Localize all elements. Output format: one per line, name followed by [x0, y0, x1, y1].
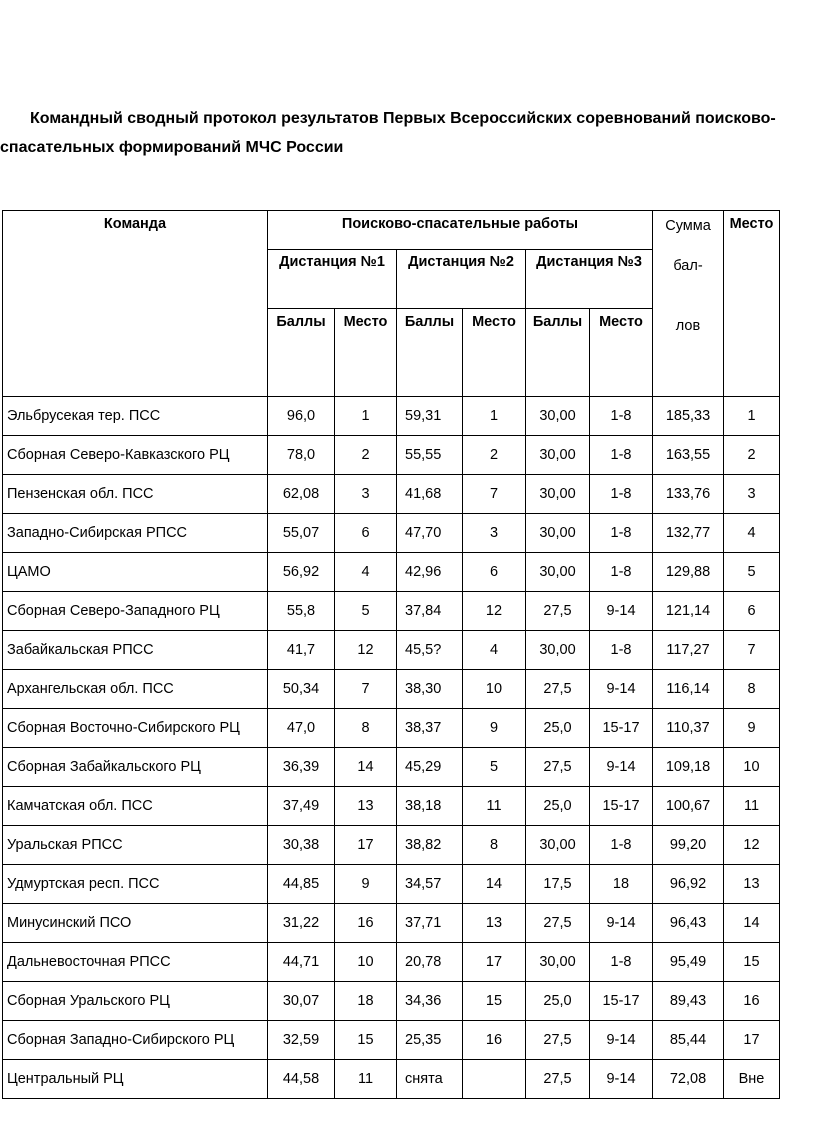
- cell-team: Забайкальская РПСС: [3, 631, 268, 670]
- cell-d3-rank: 9-14: [590, 748, 653, 787]
- header-d1-rank: Место: [335, 309, 397, 397]
- cell-d1-points: 56,92: [268, 553, 335, 592]
- cell-d1-rank: 13: [335, 787, 397, 826]
- cell-d3-rank: 15-17: [590, 709, 653, 748]
- cell-d2-rank: 12: [463, 592, 526, 631]
- cell-d1-points: 50,34: [268, 670, 335, 709]
- cell-place: 10: [724, 748, 780, 787]
- header-sum-2: бал-: [673, 258, 703, 274]
- cell-d1-points: 96,0: [268, 397, 335, 436]
- cell-d2-rank: 8: [463, 826, 526, 865]
- cell-team: Сборная Северо-Западного РЦ: [3, 592, 268, 631]
- header-works: Поисково-спасательные работы: [268, 211, 653, 250]
- cell-d3-rank: 18: [590, 865, 653, 904]
- cell-team: Минусинский ПСО: [3, 904, 268, 943]
- table-row: [3, 943, 780, 982]
- cell-d1-rank: 10: [335, 943, 397, 982]
- cell-sum: 185,33: [653, 397, 724, 436]
- cell-d2-points: 55,55: [397, 436, 463, 475]
- header-team: Команда: [3, 211, 268, 397]
- cell-sum: 100,67: [653, 787, 724, 826]
- header-d2-points: Баллы: [397, 309, 463, 397]
- cell-d1-rank: 9: [335, 865, 397, 904]
- cell-d1-rank: 4: [335, 553, 397, 592]
- cell-d2-points: 42,96: [397, 553, 463, 592]
- cell-d2-rank: 14: [463, 865, 526, 904]
- cell-place: 9: [724, 709, 780, 748]
- page-title: [0, 104, 816, 162]
- cell-d3-points: 27,5: [526, 592, 590, 631]
- cell-d2-rank: 6: [463, 553, 526, 592]
- header-d3-rank: Место: [590, 309, 653, 397]
- cell-d2-points: 38,82: [397, 826, 463, 865]
- cell-d3-points: 30,00: [526, 475, 590, 514]
- cell-sum: 96,92: [653, 865, 724, 904]
- header-sum-1: Сумма: [665, 218, 711, 234]
- cell-place: 5: [724, 553, 780, 592]
- cell-d1-rank: 11: [335, 1060, 397, 1099]
- cell-sum: 116,14: [653, 670, 724, 709]
- cell-d3-points: 25,0: [526, 982, 590, 1021]
- cell-team: Уральская РПСС: [3, 826, 268, 865]
- cell-team: Эльбрусекая тер. ПСС: [3, 397, 268, 436]
- cell-d3-points: 27,5: [526, 1060, 590, 1099]
- cell-sum: 129,88: [653, 553, 724, 592]
- cell-d3-rank: 1-8: [590, 397, 653, 436]
- cell-d3-rank: 9-14: [590, 1060, 653, 1099]
- cell-sum: 99,20: [653, 826, 724, 865]
- cell-d1-rank: 7: [335, 670, 397, 709]
- table-row: [3, 553, 780, 592]
- cell-d1-points: 55,07: [268, 514, 335, 553]
- cell-d3-rank: 1-8: [590, 553, 653, 592]
- cell-place: 4: [724, 514, 780, 553]
- table-row: [3, 1021, 780, 1060]
- cell-d3-points: 30,00: [526, 631, 590, 670]
- cell-d2-points: 41,68: [397, 475, 463, 514]
- title-line-2: спасательных формирований МЧС России: [0, 139, 344, 156]
- cell-d3-rank: 9-14: [590, 670, 653, 709]
- cell-d2-rank: 17: [463, 943, 526, 982]
- cell-d2-points: 45,29: [397, 748, 463, 787]
- cell-d3-points: 25,0: [526, 787, 590, 826]
- cell-d2-rank: [463, 1060, 526, 1099]
- cell-team: Дальневосточная РПСС: [3, 943, 268, 982]
- cell-d1-points: 30,07: [268, 982, 335, 1021]
- cell-d1-rank: 8: [335, 709, 397, 748]
- cell-d1-points: 44,85: [268, 865, 335, 904]
- header-dist3: Дистанция №3: [526, 250, 653, 309]
- cell-d1-points: 62,08: [268, 475, 335, 514]
- cell-d3-points: 25,0: [526, 709, 590, 748]
- cell-sum: 72,08: [653, 1060, 724, 1099]
- cell-sum: 163,55: [653, 436, 724, 475]
- cell-d1-points: 31,22: [268, 904, 335, 943]
- cell-d3-rank: 1-8: [590, 826, 653, 865]
- cell-d1-rank: 16: [335, 904, 397, 943]
- cell-d1-points: 55,8: [268, 592, 335, 631]
- header-d2-rank: Место: [463, 309, 526, 397]
- cell-d3-points: 30,00: [526, 397, 590, 436]
- cell-d1-points: 44,58: [268, 1060, 335, 1099]
- cell-d3-rank: 9-14: [590, 1021, 653, 1060]
- cell-d3-points: 27,5: [526, 670, 590, 709]
- header-sum-3: лов: [675, 318, 701, 334]
- cell-d1-rank: 6: [335, 514, 397, 553]
- cell-d1-rank: 15: [335, 1021, 397, 1060]
- cell-d3-rank: 9-14: [590, 592, 653, 631]
- cell-d3-rank: 9-14: [590, 904, 653, 943]
- cell-d1-points: 78,0: [268, 436, 335, 475]
- cell-d2-rank: 4: [463, 631, 526, 670]
- header-d3-points: Баллы: [526, 309, 590, 397]
- cell-d2-points: 47,70: [397, 514, 463, 553]
- cell-sum: 132,77: [653, 514, 724, 553]
- cell-d2-points: 59,31: [397, 397, 463, 436]
- cell-sum: 109,18: [653, 748, 724, 787]
- cell-d2-rank: 1: [463, 397, 526, 436]
- cell-d3-points: 30,00: [526, 514, 590, 553]
- cell-sum: 117,27: [653, 631, 724, 670]
- cell-d3-points: 30,00: [526, 943, 590, 982]
- cell-d2-points: 34,57: [397, 865, 463, 904]
- title-line-1: Командный сводный протокол результатов Первых Всероссийских соревнований поисково-: [30, 110, 776, 127]
- cell-d1-points: 30,38: [268, 826, 335, 865]
- cell-d2-rank: 2: [463, 436, 526, 475]
- table-row: [3, 436, 780, 475]
- table-row: [3, 397, 780, 436]
- cell-d2-rank: 13: [463, 904, 526, 943]
- table-row: [3, 748, 780, 787]
- cell-place: 1: [724, 397, 780, 436]
- cell-team: Сборная Восточно-Сибирского РЦ: [3, 709, 268, 748]
- cell-place: 3: [724, 475, 780, 514]
- cell-d1-points: 47,0: [268, 709, 335, 748]
- cell-d3-points: 30,00: [526, 826, 590, 865]
- cell-team: Западно-Сибирская РПСС: [3, 514, 268, 553]
- cell-team: Удмуртская респ. ПСС: [3, 865, 268, 904]
- cell-d2-rank: 9: [463, 709, 526, 748]
- table-row: [3, 787, 780, 826]
- table-row: [3, 865, 780, 904]
- cell-team: Центральный РЦ: [3, 1060, 268, 1099]
- table-row: [3, 709, 780, 748]
- table-row: [3, 982, 780, 1021]
- cell-d2-points: снята: [397, 1060, 463, 1099]
- header-sum: [653, 211, 724, 397]
- table-row: [3, 1060, 780, 1099]
- cell-sum: 110,37: [653, 709, 724, 748]
- cell-d1-points: 32,59: [268, 1021, 335, 1060]
- cell-d3-points: 27,5: [526, 748, 590, 787]
- cell-sum: 133,76: [653, 475, 724, 514]
- cell-d2-points: 45,5?: [397, 631, 463, 670]
- table-row: [3, 826, 780, 865]
- cell-place: 13: [724, 865, 780, 904]
- cell-place: Вне: [724, 1060, 780, 1099]
- cell-d1-points: 36,39: [268, 748, 335, 787]
- cell-d3-points: 27,5: [526, 1021, 590, 1060]
- cell-d1-rank: 18: [335, 982, 397, 1021]
- cell-d2-rank: 3: [463, 514, 526, 553]
- cell-d1-rank: 2: [335, 436, 397, 475]
- cell-d1-rank: 1: [335, 397, 397, 436]
- cell-team: Пензенская обл. ПСС: [3, 475, 268, 514]
- cell-place: 2: [724, 436, 780, 475]
- cell-place: 17: [724, 1021, 780, 1060]
- cell-sum: 121,14: [653, 592, 724, 631]
- cell-sum: 89,43: [653, 982, 724, 1021]
- header-dist1: Дистанция №1: [268, 250, 397, 309]
- cell-d2-rank: 11: [463, 787, 526, 826]
- cell-team: ЦАМО: [3, 553, 268, 592]
- cell-d3-rank: 15-17: [590, 787, 653, 826]
- cell-d3-rank: 15-17: [590, 982, 653, 1021]
- cell-place: 11: [724, 787, 780, 826]
- cell-place: 14: [724, 904, 780, 943]
- cell-d2-points: 20,78: [397, 943, 463, 982]
- cell-d3-rank: 1-8: [590, 631, 653, 670]
- cell-d3-rank: 1-8: [590, 475, 653, 514]
- cell-d3-points: 30,00: [526, 436, 590, 475]
- cell-d1-points: 44,71: [268, 943, 335, 982]
- cell-team: Архангельская обл. ПСС: [3, 670, 268, 709]
- cell-team: Камчатская обл. ПСС: [3, 787, 268, 826]
- cell-team: Сборная Забайкальского РЦ: [3, 748, 268, 787]
- cell-d2-points: 37,84: [397, 592, 463, 631]
- cell-d2-points: 34,36: [397, 982, 463, 1021]
- cell-d2-rank: 5: [463, 748, 526, 787]
- cell-team: Сборная Северо-Кавказского РЦ: [3, 436, 268, 475]
- cell-d2-points: 25,35: [397, 1021, 463, 1060]
- cell-d1-rank: 17: [335, 826, 397, 865]
- cell-team: Сборная Западно-Сибирского РЦ: [3, 1021, 268, 1060]
- cell-place: 6: [724, 592, 780, 631]
- table-row: [3, 592, 780, 631]
- cell-place: 15: [724, 943, 780, 982]
- cell-d3-points: 30,00: [526, 553, 590, 592]
- cell-d2-points: 38,30: [397, 670, 463, 709]
- cell-d3-rank: 1-8: [590, 943, 653, 982]
- cell-d1-rank: 14: [335, 748, 397, 787]
- header-dist2: Дистанция №2: [397, 250, 526, 309]
- cell-place: 7: [724, 631, 780, 670]
- cell-sum: 96,43: [653, 904, 724, 943]
- cell-sum: 85,44: [653, 1021, 724, 1060]
- cell-d1-points: 37,49: [268, 787, 335, 826]
- cell-d2-points: 38,18: [397, 787, 463, 826]
- cell-d2-rank: 10: [463, 670, 526, 709]
- cell-d3-rank: 1-8: [590, 514, 653, 553]
- cell-d3-rank: 1-8: [590, 436, 653, 475]
- table-row: [3, 514, 780, 553]
- cell-d2-rank: 16: [463, 1021, 526, 1060]
- cell-place: 12: [724, 826, 780, 865]
- cell-d2-points: 37,71: [397, 904, 463, 943]
- table-row: [3, 475, 780, 514]
- cell-d3-points: 27,5: [526, 904, 590, 943]
- cell-d1-rank: 12: [335, 631, 397, 670]
- cell-d2-rank: 15: [463, 982, 526, 1021]
- cell-d1-points: 41,7: [268, 631, 335, 670]
- results-table: [2, 210, 780, 1099]
- cell-d1-rank: 5: [335, 592, 397, 631]
- table-row: [3, 904, 780, 943]
- cell-d1-rank: 3: [335, 475, 397, 514]
- cell-team: Сборная Уральского РЦ: [3, 982, 268, 1021]
- cell-place: 8: [724, 670, 780, 709]
- cell-d2-rank: 7: [463, 475, 526, 514]
- cell-sum: 95,49: [653, 943, 724, 982]
- cell-d3-points: 17,5: [526, 865, 590, 904]
- cell-d2-points: 38,37: [397, 709, 463, 748]
- table-row: [3, 670, 780, 709]
- table-row: [3, 631, 780, 670]
- cell-place: 16: [724, 982, 780, 1021]
- header-d1-points: Баллы: [268, 309, 335, 397]
- header-place: Место: [724, 211, 780, 397]
